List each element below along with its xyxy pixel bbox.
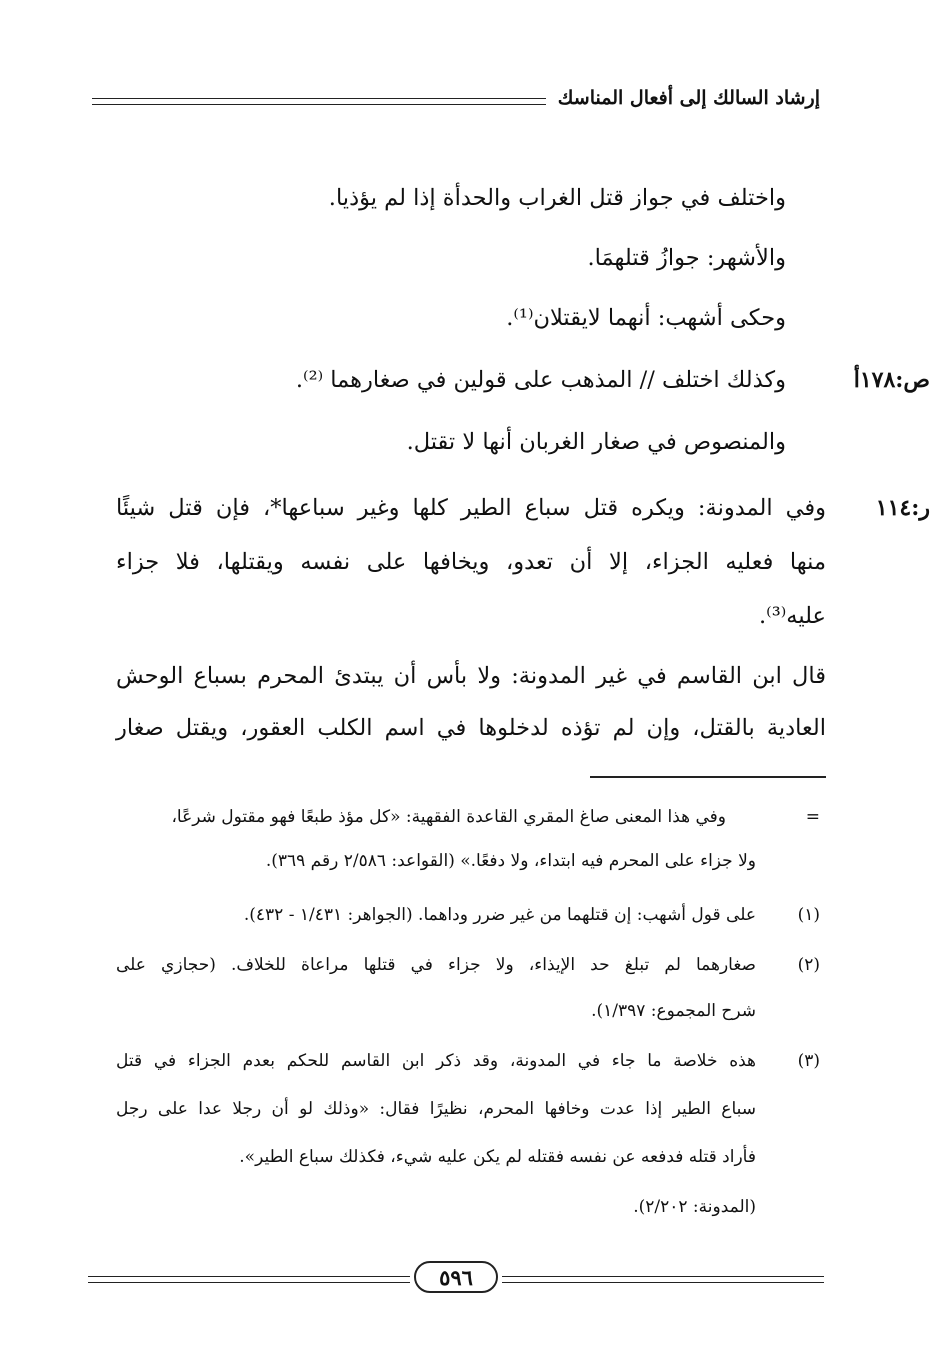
footnote-continuation-line: وفي هذا المعنى صاغ المقري القاعدة الفقهية: «كل مؤذ طبعًا فهو مقتول شرعًا، [171,807,726,827]
footnote-number: (٣) [797,1051,820,1071]
body-line-7: منها فعليه الجزاء، إلا أن تعدو، ويخافها على نفسه ويقتلها، فلا جزاء [116,549,826,575]
running-header [92,80,820,116]
footnote-number: (١) [797,905,820,925]
footnote-number: (٢) [797,955,820,975]
body-line-10: العادية بالقتل، وإن لم تؤذه لدخلوها في اسم الكلب العقور، ويقتل صغار [116,715,826,741]
body-line-6: وفي المدونة: ويكره قتل سباع الطير كلها وغير سباعها*، فإن قتل شيئًا [116,495,826,521]
header-double-rule [92,98,546,105]
footnote-line: (المدونة: ٢/٢٠٢). [633,1197,756,1217]
body-line-8: عليه⁽³⁾. [759,603,826,629]
footnote-line: صغارهما لم تبلغ حد الإيذاء، ولا جزاء في قتلها مراعاة للخلاف. (حجازي على [116,955,756,975]
footnote-line: سباع الطير إذا عدت وخافها المحرم، نظيرًا فقال: «وذلك لو أن رجلا عدا على رجل [116,1099,756,1119]
body-line-9: قال ابن القاسم في غير المدونة: ولا بأس أن يبتدئ المحرم بسباع الوحش [116,663,826,689]
body-line-3: وحكى أشهب: أنهما لايقتلان⁽¹⁾. [506,305,786,331]
footnote-separator [590,776,826,778]
margin-reference: ص:١٧٨أ [853,367,930,393]
footnote-continuation-marker: = [805,807,820,827]
footnote-line: على قول أشهب: إن قتلهما من غير ضرر وداهما. (الجواهر: ١/٤٣١ - ٤٣٢). [243,905,756,925]
body-line-1: واختلف في جواز قتل الغراب والحدأة إذا لم يؤذيا. [328,185,786,211]
body-line-5: والمنصوص في صغار الغربان أنها لا تقتل. [406,429,786,455]
footnote-line: فأراد قتله فدفعه عن نفسه فقتله لم يكن عليه شيء، فكذلك سباع الطير». [239,1147,756,1167]
footer-rule [502,1276,824,1283]
body-line-4: وكذلك اختلف // المذهب على قولين في صغارهما ⁽²⁾. [295,367,786,393]
footnote-line: شرح المجموع: ١/٣٩٧). [591,1001,756,1021]
body-line-2: والأشهر: جوازُ قتلهمَا. [587,245,786,271]
footnote-line: هذه خلاصة ما جاء في المدونة، وقد ذكر ابن القاسم للحكم بعدم الجزاء في قتل [116,1051,756,1071]
margin-reference: ر:١١٤ [875,495,930,521]
footer-rule [88,1276,410,1283]
page-number: ٥٩٦ [414,1261,498,1293]
footnote-continuation-line: ولا جزاء على المحرم فيه ابتداء، ولا دفعًا.» (القواعد: ٢/٥٨٦ رقم ٣٦٩). [265,851,756,871]
book-title: إرشاد السالك إلى أفعال المناسك [557,87,820,109]
